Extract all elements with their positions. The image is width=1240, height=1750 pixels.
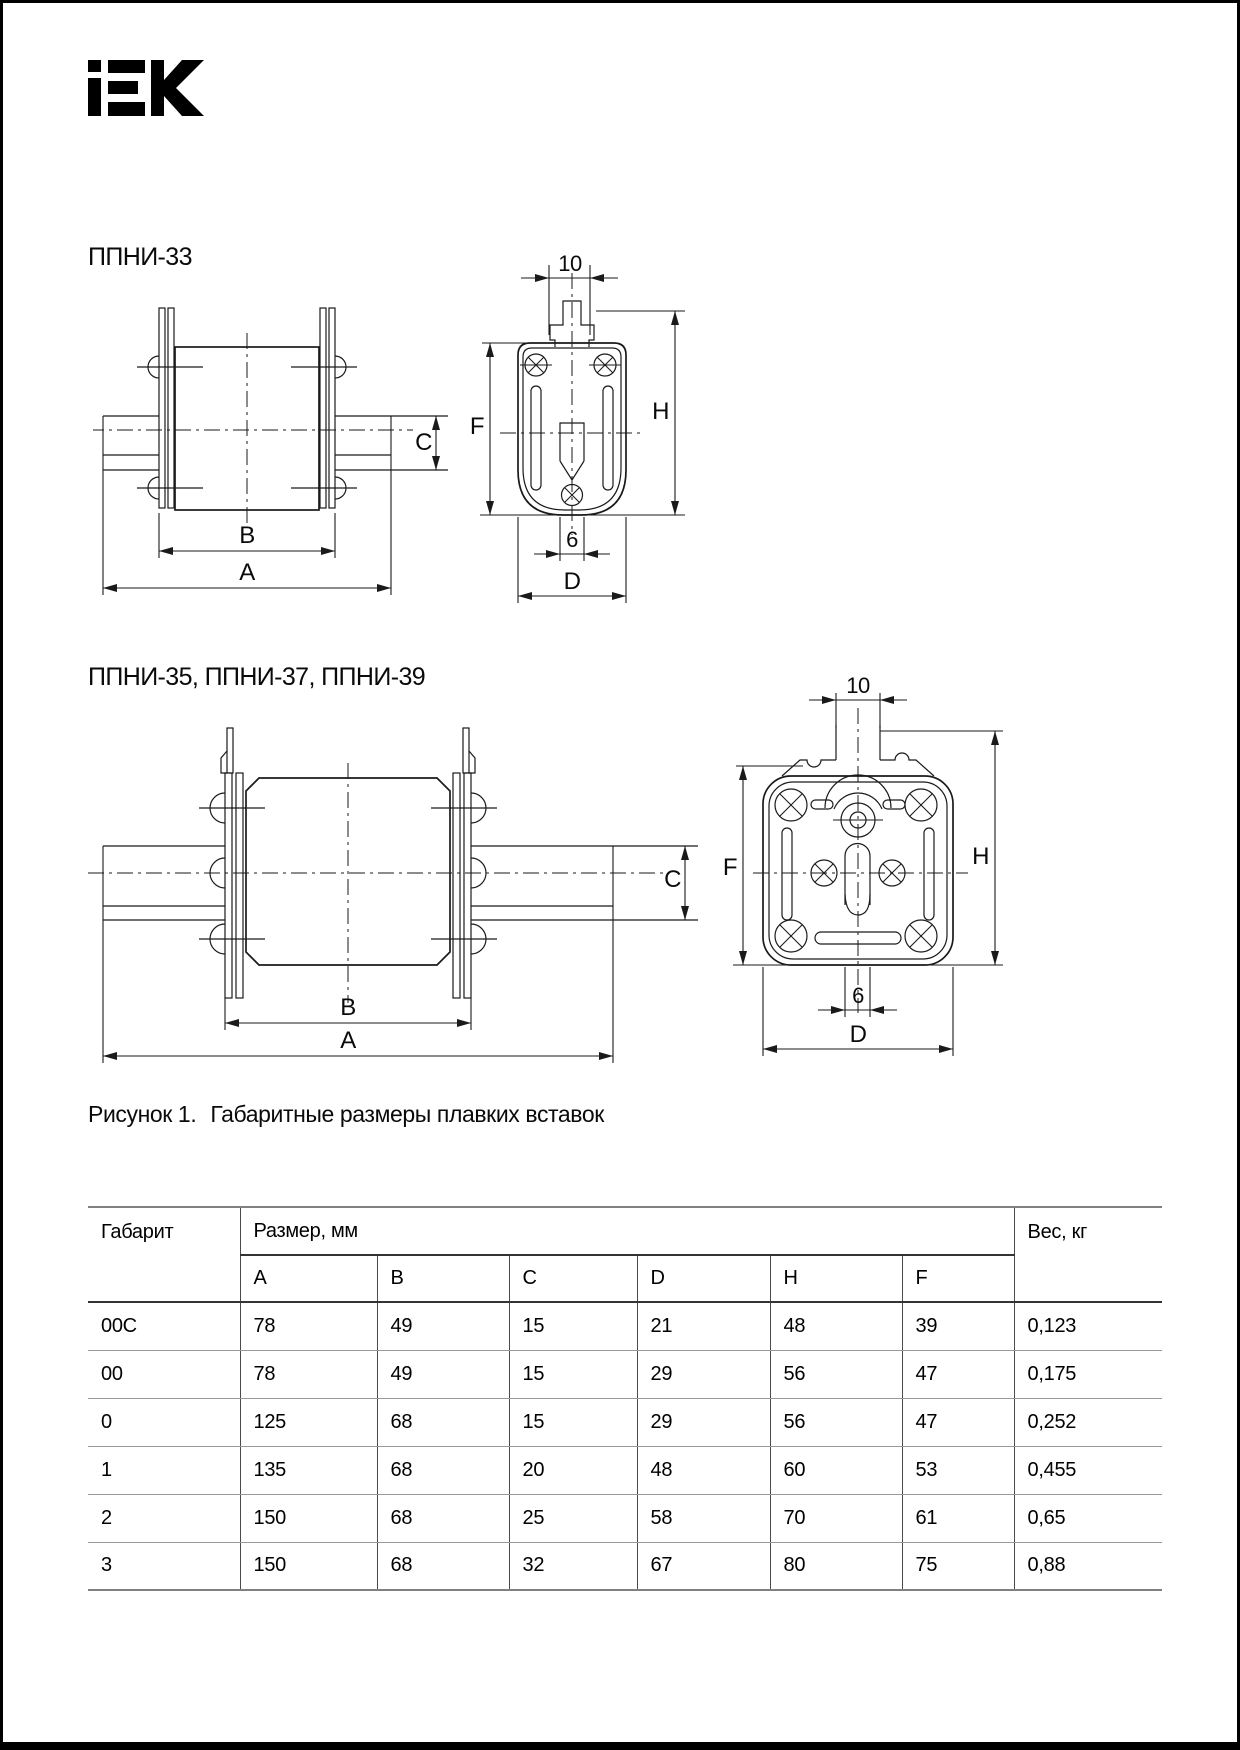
cell-gabarit: 1 bbox=[88, 1446, 240, 1494]
fig2-dim-10: 10 bbox=[846, 673, 870, 698]
cell-gabarit: 00 bbox=[88, 1350, 240, 1398]
fig1-dim-F: F bbox=[469, 413, 484, 440]
cell-A: 125 bbox=[240, 1398, 377, 1446]
figure-caption bbox=[88, 1101, 604, 1128]
cell-gabarit: 2 bbox=[88, 1494, 240, 1542]
cell-H: 60 bbox=[770, 1446, 902, 1494]
table-row bbox=[88, 1350, 1162, 1398]
cell-F: 47 bbox=[902, 1398, 1014, 1446]
fig2-dim-F: F bbox=[722, 854, 737, 881]
fig2-side-view bbox=[88, 728, 698, 1063]
table-row bbox=[88, 1542, 1162, 1590]
cell-A: 78 bbox=[240, 1350, 377, 1398]
page-bottom-rule bbox=[3, 1742, 1237, 1750]
cell-F: 39 bbox=[902, 1302, 1014, 1350]
cell-F: 61 bbox=[902, 1494, 1014, 1542]
logo-k bbox=[151, 60, 204, 116]
cell-F: 47 bbox=[902, 1350, 1014, 1398]
cell-H: 70 bbox=[770, 1494, 902, 1542]
fig1-front-view bbox=[470, 251, 685, 603]
header-gabarit: Габарит bbox=[88, 1207, 240, 1302]
cell-H: 56 bbox=[770, 1398, 902, 1446]
fig1-dim-10: 10 bbox=[558, 251, 582, 276]
header-size-mm: Размер, мм bbox=[240, 1207, 1014, 1255]
fig1-dim-D: D bbox=[563, 568, 581, 595]
cell-D: 21 bbox=[637, 1302, 770, 1350]
cell-A: 150 bbox=[240, 1542, 377, 1590]
fig2-dim-C: C bbox=[664, 866, 681, 893]
cell-B: 68 bbox=[377, 1494, 509, 1542]
cell-D: 29 bbox=[637, 1350, 770, 1398]
fig1-title: ППНИ-33 bbox=[88, 243, 192, 271]
cell-weight: 0,455 bbox=[1014, 1446, 1162, 1494]
logo-i-stem bbox=[88, 78, 101, 116]
table-row bbox=[88, 1398, 1162, 1446]
fig2-front-view bbox=[723, 673, 1003, 1056]
table-row bbox=[88, 1446, 1162, 1494]
fig2-drawing bbox=[83, 598, 1023, 1073]
cell-B: 68 bbox=[377, 1446, 509, 1494]
header-col-A: A bbox=[240, 1255, 377, 1302]
cell-D: 67 bbox=[637, 1542, 770, 1590]
dimensions-table bbox=[88, 1206, 1162, 1591]
cell-D: 29 bbox=[637, 1398, 770, 1446]
fig1-drawing bbox=[93, 248, 693, 608]
cell-B: 49 bbox=[377, 1302, 509, 1350]
cell-H: 56 bbox=[770, 1350, 902, 1398]
fig2-dim-D: D bbox=[849, 1021, 867, 1048]
cell-weight: 0,65 bbox=[1014, 1494, 1162, 1542]
cell-A: 150 bbox=[240, 1494, 377, 1542]
logo-e-bottom bbox=[108, 102, 145, 116]
cell-weight: 0,88 bbox=[1014, 1542, 1162, 1590]
cell-F: 53 bbox=[902, 1446, 1014, 1494]
cell-H: 48 bbox=[770, 1302, 902, 1350]
table-row bbox=[88, 1494, 1162, 1542]
table-header-row-2 bbox=[88, 1255, 1162, 1302]
cell-C: 15 bbox=[509, 1350, 637, 1398]
cell-weight: 0,252 bbox=[1014, 1398, 1162, 1446]
iek-logo bbox=[88, 60, 206, 116]
cell-B: 68 bbox=[377, 1398, 509, 1446]
logo-i-dot bbox=[88, 60, 101, 72]
fig1-dim-B: B bbox=[239, 522, 255, 549]
cell-weight: 0,175 bbox=[1014, 1350, 1162, 1398]
cell-weight: 0,123 bbox=[1014, 1302, 1162, 1350]
cell-C: 32 bbox=[509, 1542, 637, 1590]
header-col-D: D bbox=[637, 1255, 770, 1302]
table-row bbox=[88, 1302, 1162, 1350]
cell-H: 80 bbox=[770, 1542, 902, 1590]
fig2-dim-B: B bbox=[340, 994, 356, 1021]
header-col-B: B bbox=[377, 1255, 509, 1302]
cell-A: 135 bbox=[240, 1446, 377, 1494]
fig1-dim-6: 6 bbox=[566, 527, 578, 552]
logo-e-top bbox=[108, 60, 145, 73]
cell-C: 20 bbox=[509, 1446, 637, 1494]
fig2-dim-A: A bbox=[340, 1027, 356, 1054]
cell-A: 78 bbox=[240, 1302, 377, 1350]
fig2-dim-6: 6 bbox=[852, 983, 864, 1008]
fig1-side-view bbox=[93, 308, 448, 595]
fig1-dim-C: C bbox=[415, 429, 432, 456]
cell-B: 68 bbox=[377, 1542, 509, 1590]
cell-B: 49 bbox=[377, 1350, 509, 1398]
logo-e-mid bbox=[108, 81, 138, 94]
cell-D: 58 bbox=[637, 1494, 770, 1542]
cell-gabarit: 0 bbox=[88, 1398, 240, 1446]
cell-gabarit: 00C bbox=[88, 1302, 240, 1350]
cell-gabarit: 3 bbox=[88, 1542, 240, 1590]
figure-caption-label: Рисунок 1. bbox=[88, 1101, 197, 1127]
cell-C: 15 bbox=[509, 1398, 637, 1446]
header-col-F: F bbox=[902, 1255, 1014, 1302]
figure-caption-text: Габаритные размеры плавких вставок bbox=[210, 1101, 604, 1127]
header-col-H: H bbox=[770, 1255, 902, 1302]
header-weight: Вес, кг bbox=[1014, 1207, 1162, 1302]
fig1-dim-A: A bbox=[239, 559, 255, 586]
cell-D: 48 bbox=[637, 1446, 770, 1494]
header-col-C: C bbox=[509, 1255, 637, 1302]
cell-C: 25 bbox=[509, 1494, 637, 1542]
table-header-row-1 bbox=[88, 1207, 1162, 1255]
cell-C: 15 bbox=[509, 1302, 637, 1350]
fig2-title: ППНИ-35, ППНИ-37, ППНИ-39 bbox=[88, 663, 426, 691]
fig2-dim-H: H bbox=[972, 843, 989, 870]
cell-F: 75 bbox=[902, 1542, 1014, 1590]
fig1-dim-H: H bbox=[652, 398, 669, 425]
